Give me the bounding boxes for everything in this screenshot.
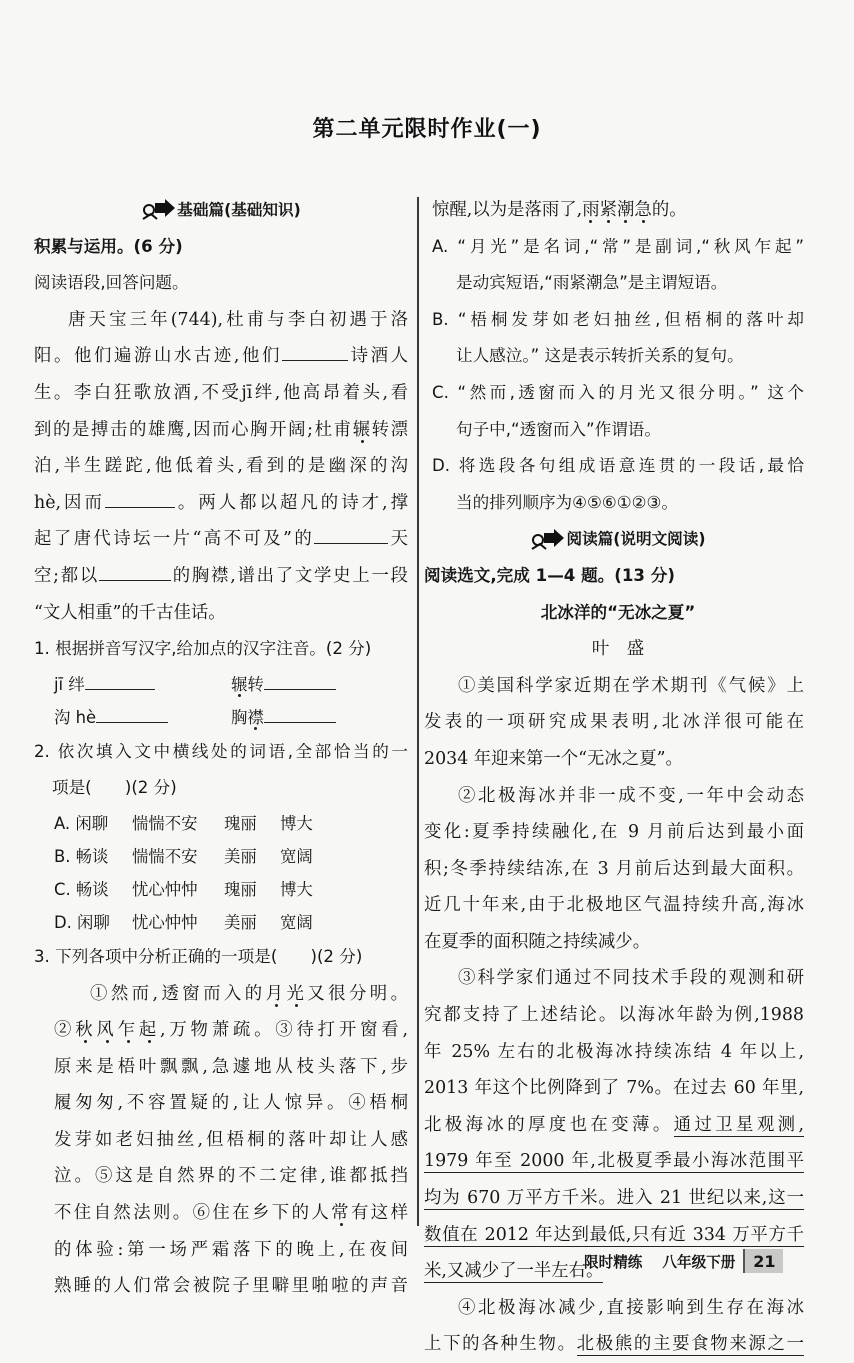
answer-blank[interactable] [96, 702, 168, 723]
article-line: 积;冬季持续结冻,在 3 月前后达到最大面积。 [424, 858, 804, 879]
question-3-stem: 3. 下列各项中分析正确的一项是( )(2 分) [34, 946, 363, 966]
footer-grade: 八年级下册 [662, 1253, 736, 1271]
passage-line: 发芽如老妇抽丝,但梧桐的落叶却让人感 [54, 1129, 408, 1150]
underlined-text: 数值在 2012 年达到最低,只有近 334 万平方千 [424, 1224, 804, 1245]
article-line: ①美国科学家近期在学术期刊《气候》上 [458, 675, 804, 696]
passage [34, 302, 408, 631]
question-3-passage [34, 976, 408, 1305]
option-c[interactable]: C. 畅谈 忧心忡忡 瑰丽 博大 [54, 879, 313, 899]
footer-book-title: 限时精练 [584, 1253, 643, 1271]
question-1-stem: 1. 根据拼音写汉字,给加点的汉字注音。(2 分) [34, 639, 372, 659]
article-title: 北冰洋的“无冰之夏” [540, 602, 696, 622]
passage-line: 泊,半生蹉跎,他低着头,看到的是幽深的沟 [34, 456, 408, 477]
passage-line: “文人相重”的千古佳话。 [34, 602, 226, 623]
question-2-stem: 2. 依次填入文中横线处的词语,全部恰当的一 [34, 741, 408, 761]
fill-blank-3[interactable] [314, 523, 388, 544]
passage-line: ②秋风乍起,万物萧疏。③待打开窗看, [54, 1020, 408, 1041]
question-3-option-a[interactable]: A. “月光”是名词,“常”是副词,“秋风乍起” 是动宾短语,“雨紧潮急”是主谓短语。 [432, 236, 804, 293]
passage-line: 熟睡的人们常会被院子里噼里啪啦的声音 [54, 1276, 408, 1297]
passage-line: 阳。他们遍游山水古迹,他们 诗酒人 [34, 338, 408, 375]
passage-line: 唐天宝三年(744),杜甫与李白初遇于洛 [68, 309, 408, 330]
article-line: 2034 年迎来第一个“无冰之夏”。 [424, 748, 683, 769]
option-b[interactable]: B. 畅谈 惴惴不安 美丽 宽阔 [54, 846, 313, 866]
column-divider [417, 197, 419, 1226]
question-1-row: 沟 hè 胸襟 [34, 701, 408, 734]
passage-line: 的体验:第一场严霜落下的晚上,在夜间 [54, 1239, 408, 1260]
question-1-row: jī 绊 辗转 [34, 668, 408, 701]
article-line: 上下的各种生物。北极熊的主要食物来源之一 [424, 1334, 804, 1355]
page-footer [584, 1249, 783, 1273]
passage-line: 到的是搏击的雄鹰,因而心胸开阔;杜甫辗转漂 [34, 419, 408, 440]
article-author: 叶 盛 [591, 639, 645, 660]
fill-blank-1[interactable] [282, 340, 348, 361]
article-line: 北极海冰的厚度也在变薄。通过卫星观测, [424, 1114, 804, 1135]
fill-blank-4[interactable] [99, 560, 171, 581]
page-title: 第二单元限时作业(一) [312, 117, 542, 142]
question-3-option-c[interactable]: C. “然而,透窗而入的月光又很分明。” 这个 句子中,“透窗而入”作谓语。 [432, 382, 804, 439]
passage-line: 履匆匆,不容置疑的,让人惊异。④梧桐 [54, 1093, 408, 1114]
runner-arrow-icon [530, 529, 564, 551]
article-line: 近几十年来,由于北极地区气温持续升高,海冰 [424, 895, 804, 916]
question-3-option-b[interactable]: B. “梧桐发芽如老妇抽丝,但梧桐的落叶却 让人感泣。” 这是表示转折关系的复句。 [432, 309, 804, 366]
page-number-badge: 21 [743, 1249, 783, 1273]
article-line [424, 1180, 804, 1217]
right-column [424, 192, 804, 1363]
left-column [34, 192, 408, 1305]
answer-blank[interactable] [264, 669, 336, 690]
article-line [424, 1217, 804, 1254]
underlined-text: 通过卫星观测, [673, 1114, 804, 1135]
passage-line: 空;都以 的胸襟,谱出了文学史上一段 [34, 558, 408, 595]
article-line: 年 25% 左右的北极海冰持续冻结 4 年以上, [424, 1041, 804, 1062]
article-line: 究都支持了上述结论。以海冰年龄为例,1988 [424, 1005, 804, 1026]
section-header-basics [34, 192, 408, 229]
passage-line: 原来是梧叶飘飘,急遽地从枝头落下,步 [54, 1056, 408, 1077]
underlined-text: 米,又减少了一半左右。 [424, 1261, 604, 1282]
article-line: ②北极海冰并非一成不变,一年中会动态 [458, 785, 804, 806]
instruction: 阅读语段,回答问题。 [34, 273, 189, 293]
article-line: 在夏季的面积随之持续减少。 [424, 931, 651, 952]
reading-heading: 阅读选文,完成 1—4 题。(13 分) [424, 565, 675, 585]
article-line: ③科学家们通过不同技术手段的观测和研 [458, 968, 804, 989]
passage-line: 生。李白狂歌放酒,不受jī绊,他高昂着头,看 [34, 382, 408, 403]
passage-line: 起了唐代诗坛一片“高不可及”的 天 [34, 521, 408, 558]
answer-blank[interactable] [264, 702, 336, 723]
question-3-option-d[interactable]: D. 将选段各句组成语意连贯的一段话,最恰 当的排列顺序为④⑤⑥①②③。 [432, 456, 804, 512]
runner-arrow-icon [141, 199, 175, 221]
article-line: 发表的一项研究成果表明,北冰洋很可能在 [424, 712, 804, 733]
underlined-text: 1979 年至 2000 年,北极夏季最小海冰范围平 [424, 1151, 804, 1172]
passage-line: 泣。⑤这是自然界的不二定律,谁都抵挡 [54, 1166, 408, 1187]
section-title: 阅读篇(说明文阅读) [566, 530, 706, 549]
passage-line: 惊醒,以为是落雨了,雨紧潮急的。 [432, 200, 687, 220]
article-line: 2013 年这个比例降到了 7%。在过去 60 年里, [424, 1078, 804, 1099]
article-line: 变化:夏季持续融化,在 9 月前后达到最小面 [424, 822, 804, 843]
fill-blank-2[interactable] [105, 487, 175, 508]
article-line: ④北极海冰减少,直接影响到生存在海冰 [458, 1297, 804, 1318]
passage-line: ①然而,透窗而入的月光又很分明。 [90, 983, 408, 1004]
passage-line: hè,因而 。两人都以超凡的诗才,撑 [34, 485, 408, 522]
section-header-reading [432, 521, 804, 558]
underlined-text: 北极熊的主要食物来源之一 [576, 1334, 804, 1355]
question-2-stem: 项是( )(2 分) [52, 778, 177, 798]
article-line [424, 1143, 804, 1180]
passage-line: 不住自然法则。⑥住在乡下的人常有这样 [54, 1203, 408, 1224]
option-a[interactable]: A. 闲聊 惴惴不安 瑰丽 博大 [54, 813, 313, 833]
option-d[interactable]: D. 闲聊 忧心忡忡 美丽 宽阔 [54, 912, 313, 932]
answer-blank[interactable] [85, 669, 155, 690]
section-title: 基础篇(基础知识) [177, 201, 301, 219]
question-group-heading: 积累与运用。(6 分) [34, 236, 183, 256]
underlined-text: 均为 670 万平方千米。进入 21 世纪以来,这一 [424, 1188, 804, 1209]
